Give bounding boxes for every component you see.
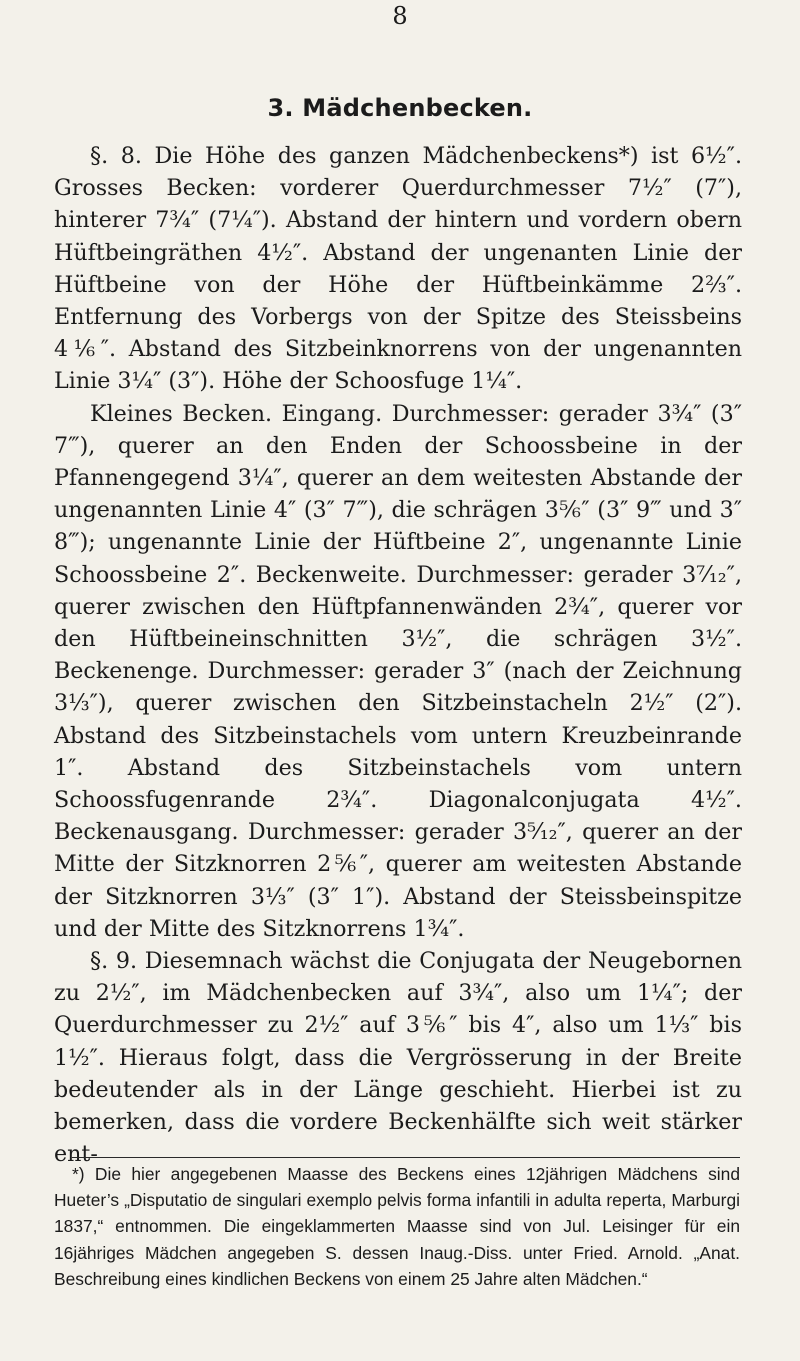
footnote-divider	[72, 1157, 740, 1158]
paragraph-section-8: §. 8. Die Höhe des ganzen Mädchenbeckens*) ist 6½″. Grosses Becken: vorderer Querdurchmesser 7½″ (7″), hinterer 7¾″ (7¼″). Abstand der hintern und vordern obern Hüftbeingräthen 4½″. Abstand der ungenanten Linie der Hüftbeine von der Höhe der Hüftbeinkämme 2⅔″. Entfernung des Vorbergs von der Spitze des Steissbeins 4⅙″. Abstand des Sitzbeinknorrens von der ungenannten Linie 3¼″ (3″). Höhe der Schoosfuge 1¼″.	[54, 143, 742, 395]
section-title: 3. Mädchenbecken.	[267, 94, 533, 122]
footnote: *) Die hier angegebenen Maasse des Beckens eines 12jährigen Mädchens sind Hueter’s „Disputatio de singulari exemplo pelvis forma infantili in adulta reperta, Marburgi 1837,“ entnommen. Die eingeklammerten Maasse sind von Jul. Leisinger für ein 16jähriges Mädchen angegeben S. dessen Inaug.-Diss. unter Fried. Arnold. „Anat. Beschreibung eines kindlichen Beckens von einem 25 Jahre alten Mädchen.“	[54, 1164, 740, 1289]
main-text	[54, 140, 742, 1171]
paragraph-section-9: §. 9. Diesemnach wächst die Conjugata der Neugebornen zu 2½″, im Mädchenbecken auf 3¾″, also um 1¼″; der Querdurchmesser zu 2½″ auf 3⅚″ bis 4″, also um 1⅓″ bis 1½″. Hieraus folgt, dass die Vergrösserung in der Breite bedeutender als in der Länge geschieht. Hierbei ist zu bemerken, dass die vordere Beckenhälfte sich weit stärker ent-	[54, 948, 742, 1168]
paragraph-kleines-becken: Kleines Becken. Eingang. Durchmesser: gerader 3¾″ (3″ 7‴), querer an den Enden der Schoossbeine in der Pfannengegend 3¼″, querer an dem weitesten Abstande der ungenannten Linie 4″ (3″ 7‴), die schrägen 3⅚″ (3″ 9‴ und 3″ 8‴); ungenannte Linie der Hüftbeine 2″, ungenannte Linie Schoossbeine 2″. Beckenweite. Durchmesser: gerader 3⁷⁄₁₂″, querer zwischen den Hüftpfannenwänden 2¾″, querer vor den Hüftbeineinschnitten 3½″, die schrägen 3½″. Beckenenge. Durchmesser: gerader 3″ (nach der Zeichnung 3⅓″), querer zwischen den Sitzbeinstacheln 2½″ (2″). Abstand des Sitzbeinstachels vom untern Kreuzbeinrande 1″. Abstand des Sitzbeinstachels vom untern Schoossfugenrande 2¾″. Diagonalconjugata 4½″. Beckenausgang. Durchmesser: gerader 3⁵⁄₁₂″, querer an der Mitte der Sitzknorren 2⅚″, querer am weitesten Abstande der Sitzknorren 3⅓″ (3″ 1″). Abstand der Steissbeinspitze und der Mitte des Sitzknorrens 1¾″.	[54, 400, 742, 942]
page-number: 8	[392, 2, 408, 30]
